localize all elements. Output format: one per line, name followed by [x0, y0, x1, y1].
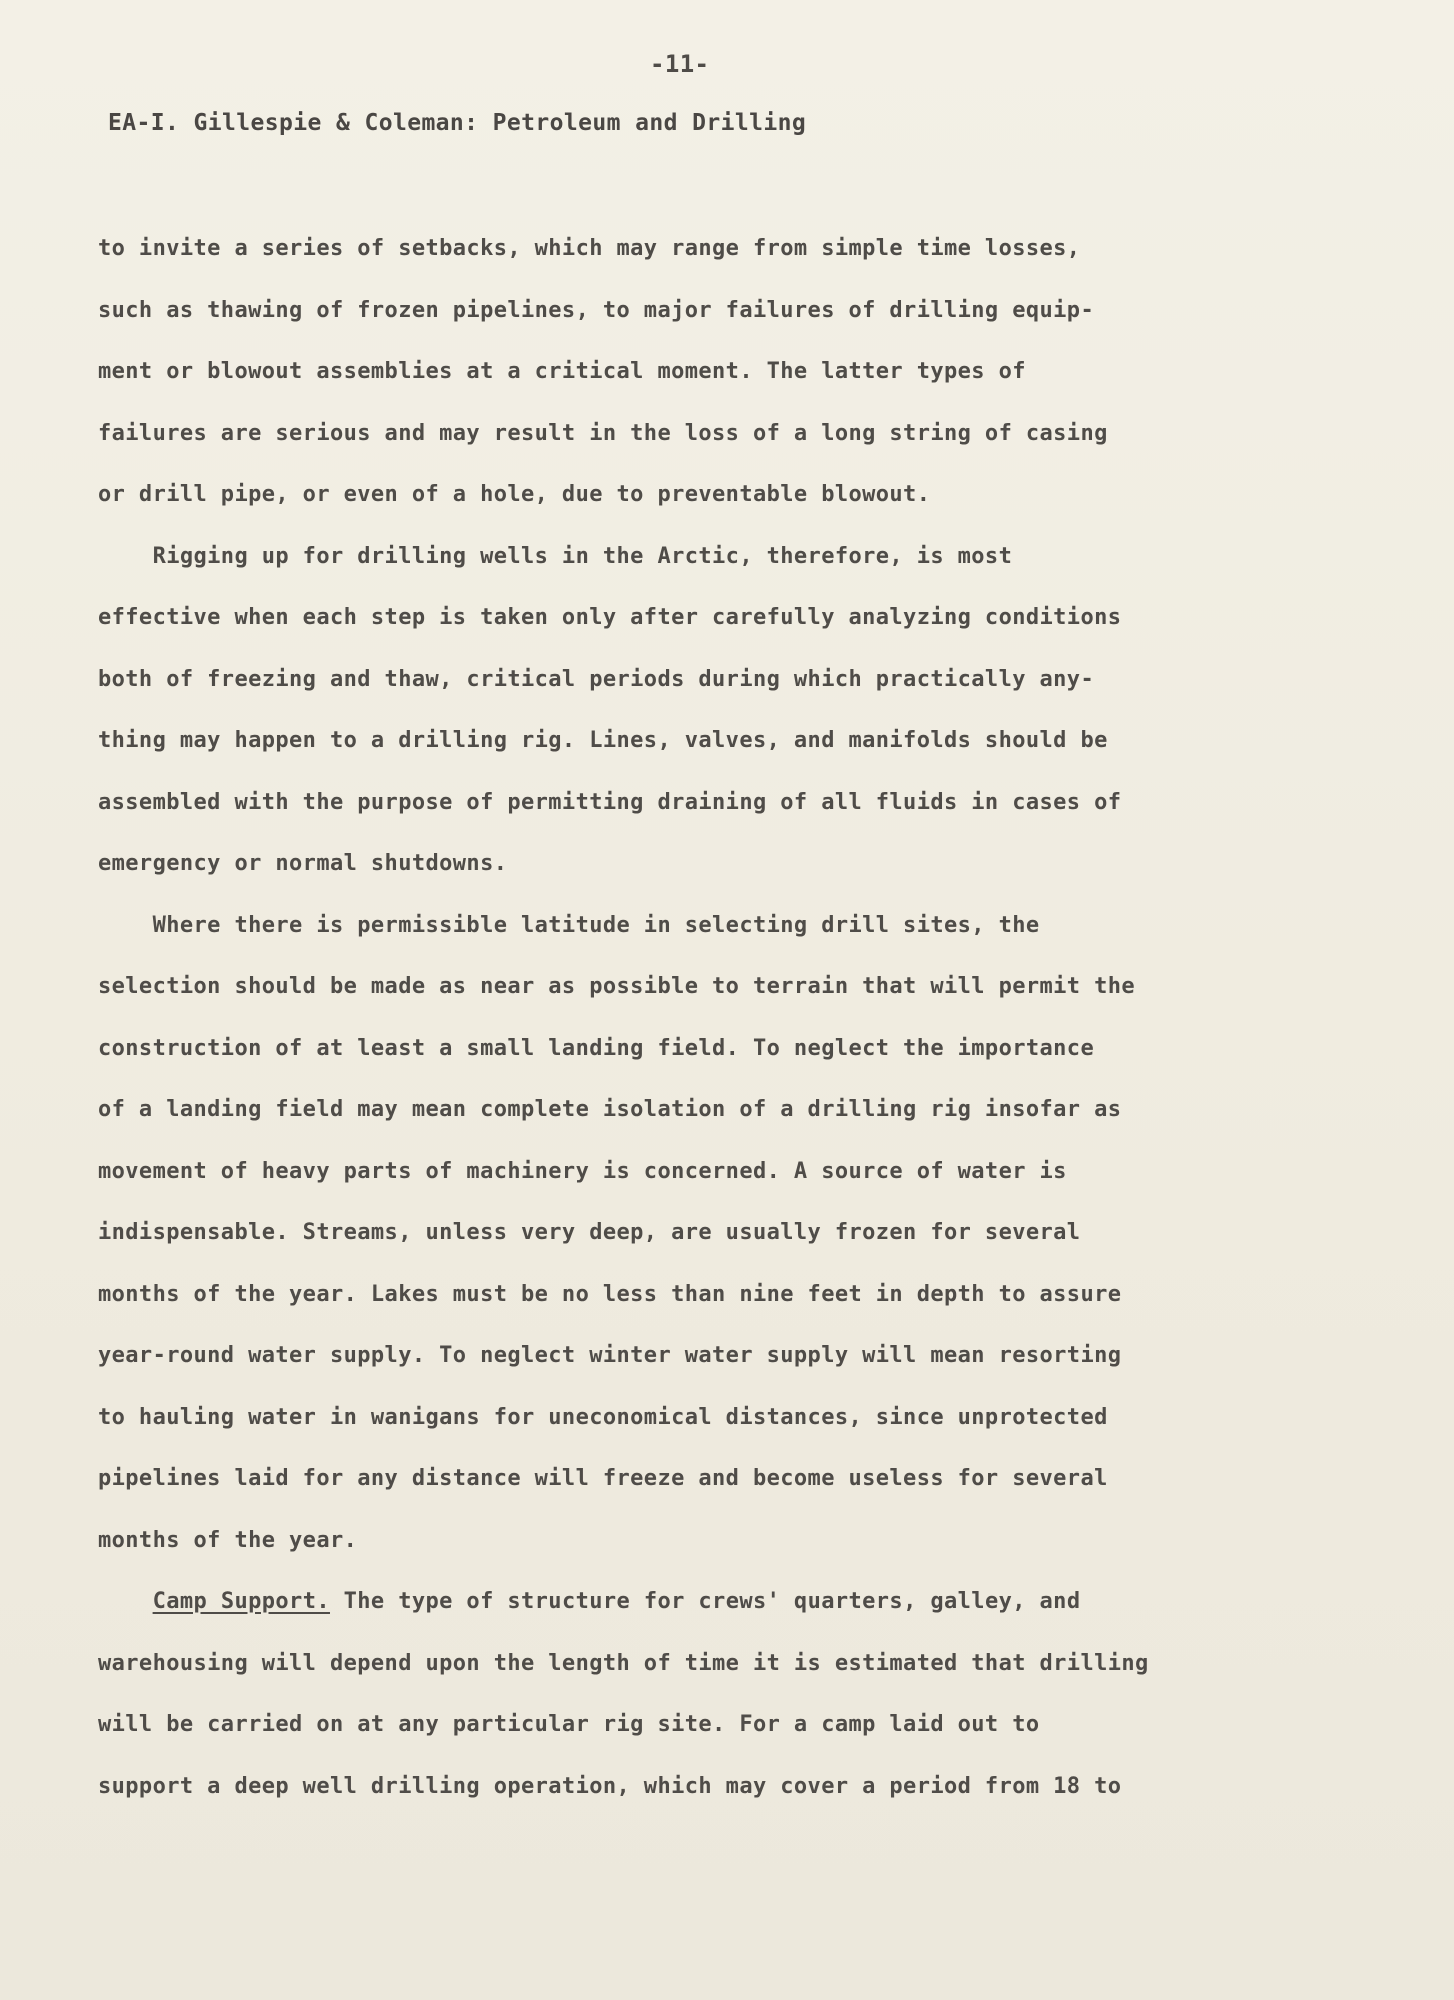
camp-support-text: The type of structure for crews' quarters, galley, and	[329, 1589, 1081, 1614]
text-line: or drill pipe, or even of a hole, due to preventable blowout.	[98, 482, 931, 507]
text-line: such as thawing of frozen pipelines, to major failures of drilling equip-	[98, 297, 1095, 323]
text-line: support a deep well drilling operation, which may cover a period from 18 to	[98, 1773, 1122, 1799]
text-line: to hauling water in wanigans for uneconomical distances, since unprotected	[98, 1404, 1108, 1430]
text-line: warehousing will depend upon the length of time it is estimated that drilling	[98, 1650, 1149, 1676]
text-line: assembled with the purpose of permitting draining of all fluids in cases of	[98, 789, 1122, 815]
text-line: pipelines laid for any distance will freeze and become useless for several	[98, 1466, 1108, 1491]
camp-support-line	[98, 1583, 1298, 1645]
text-line: months of the year. Lakes must be no less than nine feet in depth to assure	[98, 1281, 1122, 1307]
text-line: year-round water supply. To neglect winter water supply will mean resorting	[98, 1343, 1122, 1368]
text-line: ment or blowout assemblies at a critical moment. The latter types of	[98, 359, 1026, 384]
text-line: failures are serious and may result in the loss of a long string of casing	[98, 420, 1108, 446]
body-text	[98, 230, 1298, 1829]
text-line: construction of at least a small landing field. To neglect the importance	[98, 1035, 1095, 1061]
text-line: both of freezing and thaw, critical periods during which practically any-	[98, 666, 1095, 692]
text-line: indispensable. Streams, unless very deep, are usually frozen for several	[98, 1220, 1081, 1245]
page-number: -11-	[650, 50, 710, 78]
text-line: selection should be made as near as possible to terrain that will permit the	[98, 974, 1136, 999]
text-line: will be carried on at any particular rig site. For a camp laid out to	[98, 1712, 1040, 1737]
text-line: Rigging up for drilling wells in the Arctic, therefore, is most	[98, 543, 1013, 569]
running-head: EA-I. Gillespie & Coleman: Petroleum and Drilling	[108, 110, 807, 136]
text-line: of a landing field may mean complete isolation of a drilling rig insofar as	[98, 1097, 1122, 1122]
text-line: Where there is permissible latitude in selecting drill sites, the	[98, 912, 1040, 938]
camp-support-heading: Camp Support.	[152, 1589, 330, 1614]
text-line: emergency or normal shutdowns.	[98, 851, 508, 876]
text-line: movement of heavy parts of machinery is concerned. A source of water is	[98, 1158, 1067, 1184]
text-line: thing may happen to a drilling rig. Lines, valves, and manifolds should be	[98, 728, 1108, 753]
text-line: months of the year.	[98, 1527, 358, 1553]
text-line: to invite a series of setbacks, which may range from simple time losses,	[98, 236, 1081, 261]
text-line: effective when each step is taken only after carefully analyzing conditions	[98, 605, 1122, 630]
